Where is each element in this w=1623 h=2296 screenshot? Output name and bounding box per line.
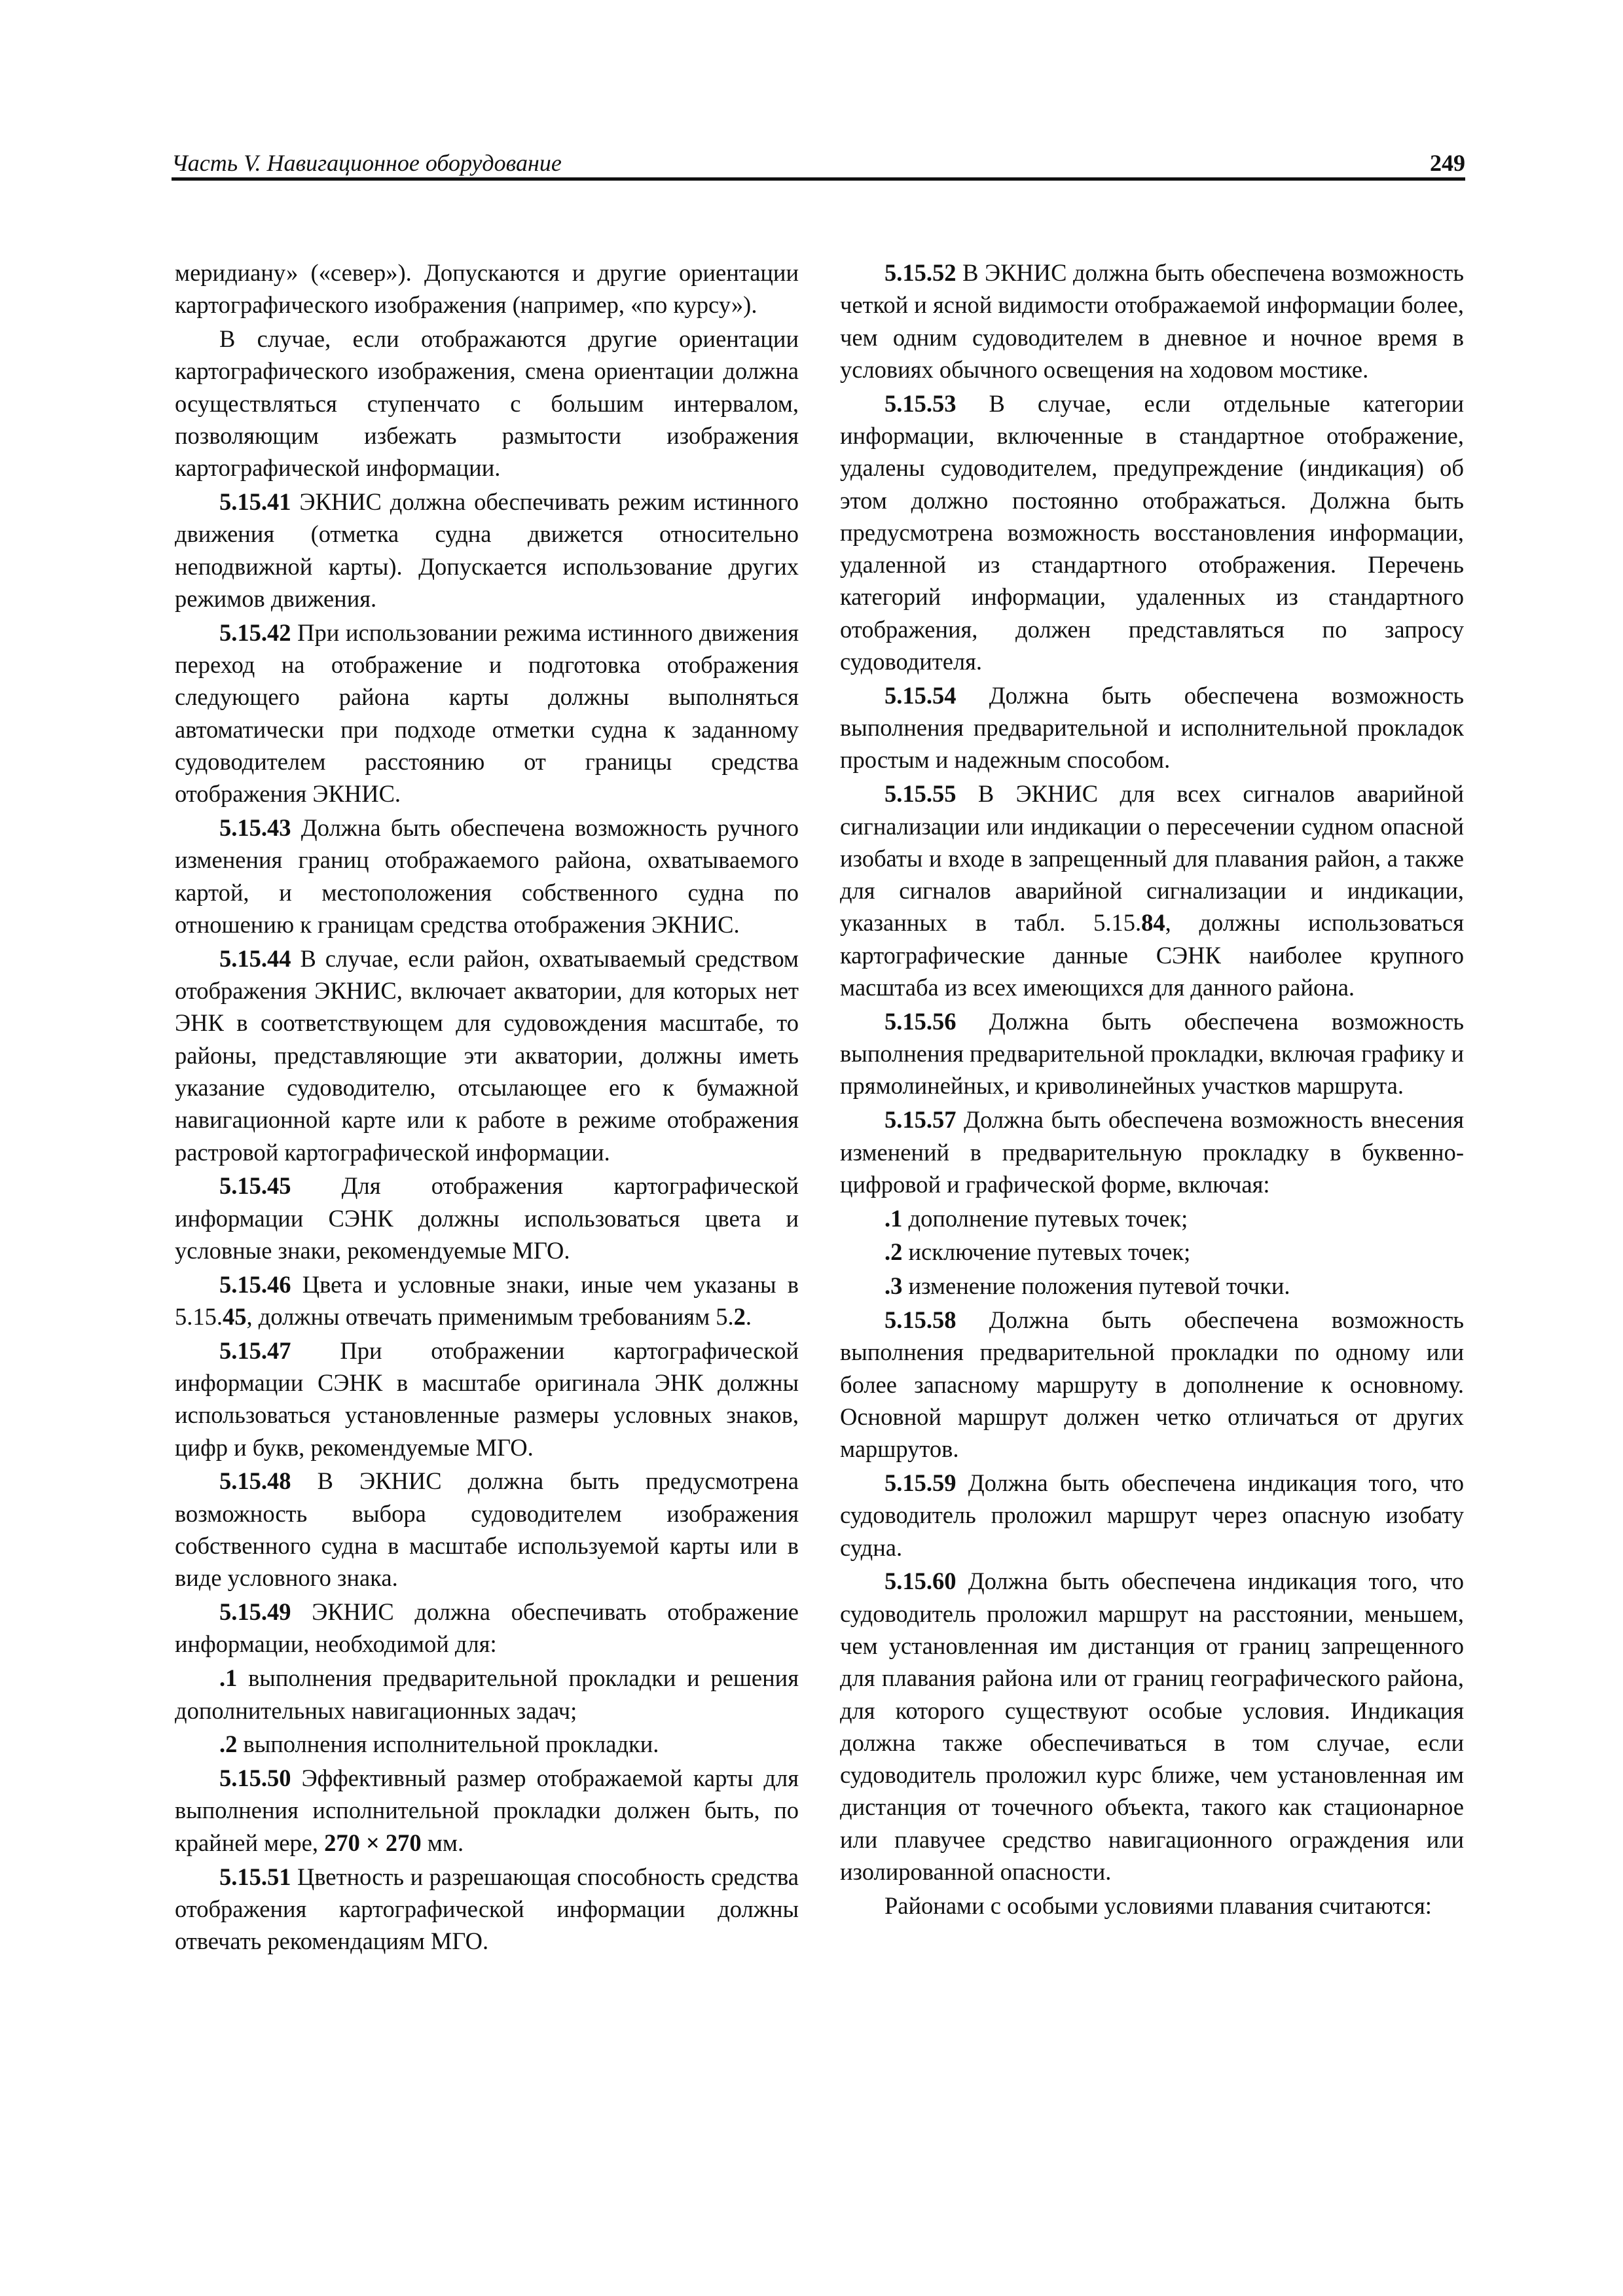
clause-number: 5.15.43 (219, 814, 291, 842)
running-header (172, 141, 1465, 181)
clause-number: 5.15.60 (884, 1568, 957, 1595)
paragraph: 5.15.58 Должна быть обеспечена возможность выполнения предварительной прокладки по одному или более запасному маршруту в дополнение к основному. Основной маршрут должен четко отличаться от других маршрутов. (840, 1306, 1464, 1463)
list-marker: .2 (219, 1731, 238, 1758)
clause-number: 5.15.42 (219, 619, 291, 646)
clause-number: 5.15.56 (884, 1007, 957, 1035)
right-column (840, 257, 1464, 1924)
clause-number: 5.15.46 (219, 1270, 291, 1298)
paragraph: В случае, если отображаются другие ориентации картографического изображения, смена ориентации должна осуществляться ступенчато с большим интервалом, позволяющим избежать размытости изображения картографической информации. (175, 325, 799, 482)
clause-number: 5.15.55 (884, 780, 957, 808)
clause-number: 5.15.59 (884, 1469, 957, 1496)
paragraph: 5.15.55 В ЭКНИС для всех сигналов аварийной сигнализации или индикации о пересечении судном опасной изобаты и входе в запрещенный для плавания район, а также для сигналов аварийной сигнализации и индикации, указанных в табл. 5.15.84, должны использоваться картографические данные СЭНК наиболее крупного масштаба из всех имеющихся для данного района. (840, 780, 1464, 1001)
list-marker: .1 (219, 1664, 238, 1692)
page-number: 249 (1430, 150, 1465, 176)
paragraph: 5.15.60 Должна быть обеспечена индикация того, что судоводитель проложил маршрут на расстоянии, меньшем, чем установленная им дистанция от границ запрещенного для плавания района или от границ географического района, для которого существуют особые условия. Индикация должна также обеспечиваться в том случае, если судоводитель проложил курс ближе, чем установленная им дистанция от точечного объекта, такого как стационарное или плавучее средство навигационного ограждения или изолированной опасности. (840, 1568, 1464, 1886)
paragraph: 5.15.56 Должна быть обеспечена возможность выполнения предварительной прокладки, включая графику и прямолинейных, и криволинейных участков маршрута. (840, 1007, 1464, 1100)
paragraph: 5.15.54 Должна быть обеспечена возможность выполнения предварительной и исполнительной прокладок простым и надежным способом. (840, 681, 1464, 774)
paragraph: 5.15.53 В случае, если отдельные категории информации, включенные в стандартное отображение, удалены судоводителем, предупреждение (индикация) об этом должно постоянно отображаться. Должна быть предусмотрена возможность восстановления информации, удаленной из стандартного отображения. Перечень категорий информации, удаленных из стандартного отображения, должен представляться по запросу судоводителя. (840, 389, 1464, 675)
paragraph: 5.15.51 Цветность и разрешающая способность средства отображения картографической информации должны отвечать рекомендациям МГО. (175, 1863, 799, 1955)
paragraph: меридиану» («север»). Допускаются и другие ориентации картографического изображения (например, «по курсу»). (175, 259, 799, 319)
paragraph: Районами с особыми условиями плавания считаются: (884, 1892, 1432, 1919)
list-item: .1 дополнение путевых точек; (884, 1204, 1188, 1232)
list-item: .2 выполнения исполнительной прокладки. (219, 1731, 659, 1758)
cross-reference: 45 (223, 1303, 247, 1330)
running-title: Часть V. Навигационное оборудование (172, 150, 562, 176)
clause-number: 5.15.51 (219, 1863, 291, 1890)
list-item: .1 выполнения предварительной прокладки и решения дополнительных навигационных задач; (175, 1664, 799, 1724)
paragraph: 5.15.46 Цвета и условные знаки, иные чем указаны в 5.15.45, должны отвечать применимым требованиям 5.2. (175, 1270, 799, 1330)
paragraph: 5.15.52 В ЭКНИС должна быть обеспечена возможность четкой и ясной видимости отображаемой информации более, чем одним судоводителем в дневное и ночное время в условиях обычного освещения на ходовом мостике. (840, 259, 1464, 383)
paragraph: 5.15.50 Эффективный размер отображаемой карты для выполнения исполнительной прокладки должен быть, по крайней мере, 270 × 270 мм. (175, 1765, 799, 1856)
cross-reference: 2 (733, 1303, 746, 1330)
paragraph: 5.15.48 В ЭКНИС должна быть предусмотрена возможность выбора судоводителем изображения собственного судна в масштабе используемой карты или в виде условного знака. (175, 1467, 799, 1592)
cross-reference: 84 (1141, 909, 1165, 937)
clause-number: 5.15.50 (219, 1765, 291, 1792)
paragraph: 5.15.45 Для отображения картографической информации СЭНК должны использоваться цвета и условные знаки, рекомендуемые МГО. (175, 1172, 799, 1264)
paragraph: 5.15.43 Должна быть обеспечена возможность ручного изменения границ отображаемого района, охватываемого картой, и местоположения собственного судна по отношению к границам средства отображения ЭКНИС. (175, 814, 799, 938)
clause-number: 5.15.49 (219, 1598, 291, 1626)
clause-number: 5.15.52 (884, 259, 957, 286)
paragraph: 5.15.59 Должна быть обеспечена индикация того, что судоводитель проложил маршрут через опасную изобату судна. (840, 1469, 1464, 1561)
paragraph: 5.15.42 При использовании режима истинного движения переход на отображение и подготовка отображения следующего района карты должны выполняться автоматически при подходе отметки судна к заданному судоводителем расстоянию от границы средства отображения ЭКНИС. (175, 619, 799, 808)
dimension-value: 270 × 270 (324, 1829, 422, 1856)
left-column (175, 257, 799, 1959)
list-marker: .2 (884, 1238, 903, 1266)
clause-number: 5.15.54 (884, 681, 957, 709)
clause-number: 5.15.57 (884, 1106, 957, 1134)
paragraph: 5.15.57 Должна быть обеспечена возможность внесения изменений в предварительную прокладку в буквенно-цифровой и графической форме, включая: (840, 1106, 1464, 1198)
list-marker: .1 (884, 1204, 903, 1232)
paragraph: 5.15.44 В случае, если район, охватываемый средством отображения ЭКНИС, включает акватории, для которых нет ЭНК в соответствующем для судовождения масштабе, то районы, представляющие эти акватории, должны иметь указание судоводителю, отсылающее его к бумажной навигационной карте или к работе в режиме отображения растровой картографической информации. (175, 944, 799, 1166)
clause-number: 5.15.48 (219, 1467, 291, 1495)
clause-number: 5.15.45 (219, 1172, 291, 1200)
list-marker: .3 (884, 1272, 903, 1300)
paragraph: 5.15.47 При отображении картографической информации СЭНК в масштабе оригинала ЭНК должны использоваться установленные размеры условных знаков, цифр и букв, рекомендуемые МГО. (175, 1336, 799, 1461)
paragraph: 5.15.49 ЭКНИС должна обеспечивать отображение информации, необходимой для: (175, 1598, 799, 1658)
clause-number: 5.15.58 (884, 1306, 957, 1333)
paragraph: 5.15.41 ЭКНИС должна обеспечивать режим истинного движения (отметка судна движется относительно неподвижной карты). Допускается использование других режимов движения. (175, 488, 799, 612)
list-item: .3 изменение положения путевой точки. (884, 1272, 1290, 1300)
header-rule (172, 177, 1465, 181)
clause-number: 5.15.47 (219, 1336, 291, 1364)
clause-number: 5.15.41 (219, 488, 291, 516)
clause-number: 5.15.44 (219, 944, 291, 972)
list-item: .2 исключение путевых точек; (884, 1238, 1191, 1266)
clause-number: 5.15.53 (884, 389, 957, 417)
